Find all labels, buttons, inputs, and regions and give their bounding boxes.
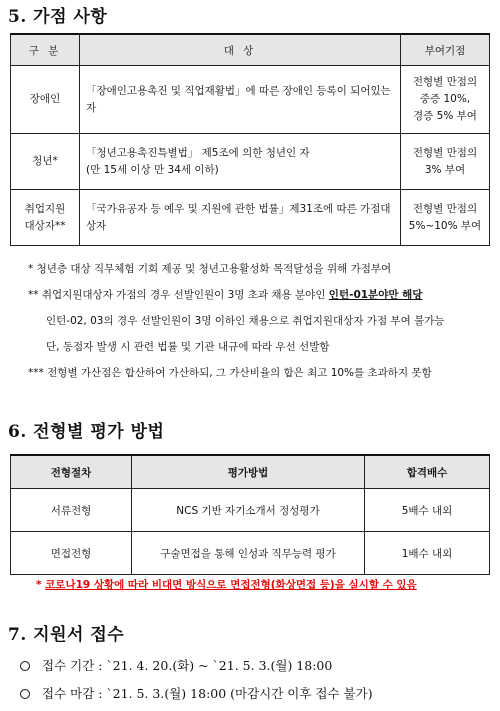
note-veterans-detail: 인턴-02, 03의 경우 선발인원이 3명 이하인 채용으로 취업지원대상자 가점 부여 불가능 (46, 315, 445, 327)
table-header-row (11, 34, 490, 66)
section7-title: 7. 지원서 접수 (8, 625, 125, 645)
header-stage: 전형절차 (11, 455, 132, 489)
note-veterans-tie: 단, 동점자 발생 시 관련 법률 및 기관 내규에 따라 우선 선발함 (46, 341, 330, 353)
note-youth: * 청년층 대상 직무체험 기회 제공 및 청년고용활성화 목적달성을 위해 가점부여 (28, 263, 392, 275)
header-ratio: 합격배수 (365, 455, 490, 489)
category-cell: 청년* (11, 134, 80, 190)
evaluation-table (10, 454, 490, 575)
ratio-cell: 1배수 내외 (365, 532, 490, 575)
section6-title: 6. 전형별 평가 방법 (8, 422, 165, 442)
header-points: 부여기점 (401, 34, 490, 66)
points-cell: 전형별 만점의 3% 부여 (401, 134, 490, 190)
target-cell: 「국가유공자 등 예우 및 지원에 관한 법률」제31조에 따른 가점대상자 (80, 190, 401, 246)
category-cell: 장애인 (11, 66, 80, 134)
ratio-cell: 5배수 내외 (365, 489, 490, 532)
section5-notes (28, 256, 494, 386)
bonus-table (10, 33, 490, 246)
stage-cell: 면접전형 (11, 532, 132, 575)
category-cell: 취업지원 대상자** (11, 190, 80, 246)
method-cell: 구술면접을 통해 인성과 직무능력 평가 (132, 532, 365, 575)
points-cell: 전형별 만점의 5%~10% 부여 (401, 190, 490, 246)
table-row (11, 532, 490, 575)
table-row (11, 489, 490, 532)
bullet-circle-icon (20, 689, 30, 699)
header-method: 평가방법 (132, 455, 365, 489)
bullet-circle-icon (20, 661, 30, 671)
note-cap: *** 전형별 가산점은 합산하여 가산하되, 그 가산비율의 합은 최고 10%를 초과하지 못함 (28, 367, 432, 379)
application-deadline: 접수 마감 : `21. 5. 3.(월) 18:00 (마감시간 이후 접수 불가) (20, 684, 373, 702)
header-target: 대 상 (80, 34, 401, 66)
target-cell: 「청년고용촉진특별법」 제5조에 의한 청년인 자 (만 15세 이상 만 34세 이하) (80, 134, 401, 190)
header-category: 구 분 (11, 34, 80, 66)
covid-notice: * 코로나19 상황에 따라 비대면 방식으로 면접전형(화상면접 등)을 실시할 수 있음 (36, 579, 417, 591)
table-row (11, 66, 490, 134)
note-veterans: ** 취업지원대상자 가점의 경우 선발인원이 3명 초과 채용 분야인 인턴-01분야만 해당 (28, 289, 423, 301)
highlight-intern-01: 인턴-01분야만 해당 (328, 289, 423, 301)
target-cell: 「장애인고용촉진 및 직업재활법」에 따른 장애인 등록이 되어있는 자 (80, 66, 401, 134)
points-cell: 전형별 만점의 중증 10%, 경증 5% 부여 (401, 66, 490, 134)
table-row (11, 190, 490, 246)
table-header-row (11, 455, 490, 489)
application-period: 접수 기간 : `21. 4. 20.(화) ~ `21. 5. 3.(월) 18:00 (20, 656, 332, 674)
section5-title: 5. 가점 사항 (8, 7, 108, 27)
method-cell: NCS 기반 자기소개서 정성평가 (132, 489, 365, 532)
table-row (11, 134, 490, 190)
stage-cell: 서류전형 (11, 489, 132, 532)
